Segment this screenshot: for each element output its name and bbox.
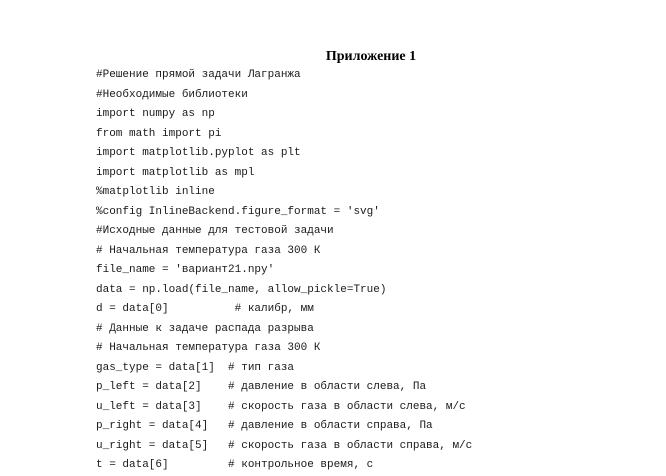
code-line: t = data[6] # контрольное время, с — [96, 459, 374, 471]
code-line: u_left = data[3] # скорость газа в области слева, м/с — [96, 400, 466, 413]
code-line: import numpy as np — [96, 108, 215, 120]
code-line: import matplotlib.pyplot as plt — [96, 147, 301, 159]
code-line: import matplotlib as mpl — [96, 166, 255, 179]
code-line: #Решение прямой задачи Лагранжа — [96, 69, 301, 81]
code-line: file_name = 'вариант21.npy' — [96, 264, 275, 276]
code-line: d = data[0] # калибр, мм — [96, 303, 314, 315]
code-line: %matplotlib inline — [96, 186, 215, 198]
code-line: #Необходимые библиотеки — [96, 88, 248, 101]
code-line: u_right = data[5] # скорость газа в области справа, м/с — [96, 439, 473, 452]
code-line: # Данные к задаче распада разрыва — [96, 322, 314, 335]
code-line: # Начальная температура газа 300 К — [96, 342, 321, 354]
code-line: gas_type = data[1] # тип газа — [96, 361, 295, 374]
code-line: #Исходные данные для тестовой задачи — [96, 225, 334, 237]
code-line: p_left = data[2] # давление в области слева, Па — [96, 381, 427, 393]
code-line: %config InlineBackend.figure_format = 'svg' — [96, 205, 380, 218]
code-line: p_right = data[4] # давление в области справа, Па — [96, 420, 433, 432]
code-line: data = np.load(file_name, allow_pickle=True) — [96, 283, 387, 296]
code-line: # Начальная температура газа 300 К — [96, 244, 321, 257]
appendix-heading: Приложение 1 — [325, 49, 417, 64]
code-line: from math import pi — [96, 127, 222, 140]
code-listing — [96, 66, 472, 476]
